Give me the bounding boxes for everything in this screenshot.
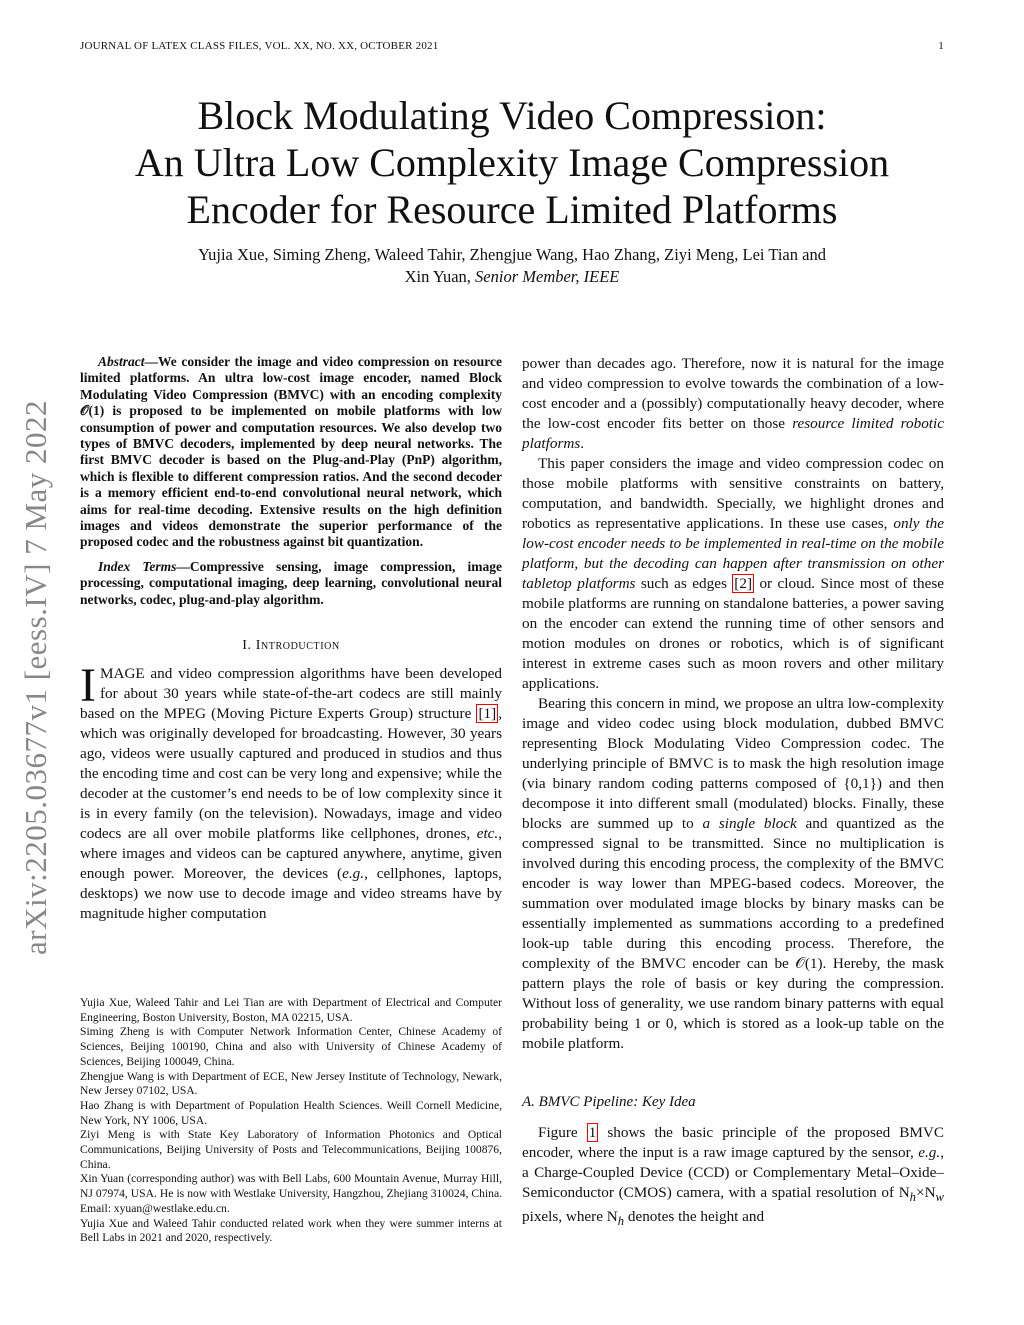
para2-text-c: or cloud. Since most of these mobile platforms are running on standalone batteries, a power saving on the encoder can extend the running time of other sensors and motion modules on drones or robotics, which is of significant interest in extreme cases such as moon rovers and other military applications. (522, 575, 944, 692)
intro-etc: etc. (476, 825, 499, 843)
right-paragraph-1 (522, 354, 944, 454)
index-terms-label: Index Terms (98, 558, 177, 574)
abstract-label: Abstract (98, 354, 145, 369)
figure-link-1[interactable]: 1 (588, 1124, 597, 1141)
math-sub-w: w (935, 1190, 944, 1205)
author-list (100, 244, 924, 288)
paper-title (80, 92, 944, 233)
right-paragraph-3 (522, 694, 944, 1054)
affiliation-footnotes (80, 996, 502, 1246)
intro-text-a: MAGE and video compression algorithms have been developed for about 30 years while state-of-the-art codecs are still mainly based on the MPEG (Moving Picture Experts Group) structure (80, 665, 502, 723)
para2-text: This paper considers the image and video compression codec on those mobile platforms with sensitive constraints on battery, computation, and bandwidth. Specially, we highlight drones and robotics as representative applications. In these use cases, (522, 455, 944, 532)
title-line-3: Encoder for Resource Limited Platforms (186, 187, 838, 232)
subsection-heading: A. BMVC Pipeline: Key Idea (522, 1094, 696, 1110)
index-terms (80, 559, 502, 608)
footnote: Zhengjue Wang is with Department of ECE, New Jersey Institute of Technology, Newark, New Jersey 07102, USA. (80, 1069, 502, 1098)
para4-text: Figure (538, 1124, 587, 1141)
math-times: ×N (916, 1184, 936, 1201)
abstract (80, 354, 502, 551)
section-title: Introduction (255, 638, 340, 654)
index-terms-text: —Compressive sensing, image compression, image processing, computational imaging, deep learning, convolutional neural networks, codec, plug-and-play algorithm. (80, 558, 502, 607)
math-sub-h: h (909, 1190, 916, 1205)
authors-line-2 (100, 266, 924, 288)
citation-link-1[interactable]: [1] (478, 705, 497, 723)
intro-text-c: , where images and videos can be captured anywhere, anytime, given enough power. Moreover, the devices ( (80, 825, 502, 883)
para4-eg: e.g. (918, 1144, 941, 1161)
footnote: Yujia Xue, Waleed Tahir and Lei Tian are with Department of Electrical and Computer Engineering, Boston University, Boston, MA 02215, USA. (80, 996, 502, 1024)
para1-text: power than decades ago. Therefore, now it is natural for the image and video compression to evolve towards the combination of a low-cost encoder and a (possibly) computationally heavy decoder, where the low-cost encoder fits better on those (522, 355, 944, 432)
drop-cap: I (80, 659, 96, 713)
right-column (522, 354, 944, 1231)
para4-text-e: denotes the height and (624, 1208, 765, 1226)
footnote: Yujia Xue and Waleed Tahir conducted related work when they were summer interns at Bell Labs in 2021 and 2020, respectively. (80, 1216, 502, 1245)
abstract-text: —We consider the image and video compression on resource limited platforms. An ultra low-cost image encoder, named Block Modulating Video Compression (BMVC) with an encoding complexity 𝒪(1) is proposed to be implemented on mobile platforms with low consumption of power and computation resources. We also develop two types of BMVC decoders, implemented by deep neural networks. The first BMVC decoder is based on the Plug-and-Play (PnP) algorithm, which is flexible to different compression ratios. And the second decoder is a memory efficient end-to-end convolutional neural network, which aims for real-time decoding. Extensive results on the high definition images and videos demonstrate the superior performance of the proposed codec and the robustness against bit quantization. (80, 354, 502, 550)
para3-italic: a single block (702, 815, 797, 832)
intro-text-b: , which was originally developed for broadcasting. However, 30 years ago, videos were usually captured and produced in studios and thus the encoding time and cost can be very long and expensive; while the decoder at the customer’s end needs to be of low complexity since it is in every family (on the television). Nowadays, image and video codecs are all over mobile platforms like cellphones, drones, (80, 705, 502, 843)
para4-text-c: , a Charge-Coupled Device (CCD) or Complementary Metal–Oxide–Semiconductor (CMOS) camera, with a spatial resolution of N (522, 1144, 944, 1201)
para3-text: Bearing this concern in mind, we propose an ultra low-complexity image and video codec using block modulation, dubbed BMVC representing Block Modulating Video Compression codec. The underlying principle of BMVC is to mask the high resolution image (via binary random coding patterns composed of {0,1}) and then decompose it into different small (modulated) blocks. Finally, these blocks are summed up to (522, 695, 944, 832)
intro-eg: e.g. (342, 865, 365, 883)
para4-text-b: shows the basic principle of the proposed BMVC encoder, where the input is a raw image captured by the sensor, (522, 1124, 944, 1161)
footnote: Xin Yuan (corresponding author) was with Bell Labs, 600 Mountain Avenue, Murray Hill, NJ 07974, USA. He is now with Westlake University, Hangzhou, Zhejiang 310024, China. Email: xyuan@westlake.edu.cn. (80, 1172, 502, 1215)
authors-line-1: Yujia Xue, Siming Zheng, Waleed Tahir, Zhengjue Wang, Hao Zhang, Ziyi Meng, Lei Tian and (198, 245, 826, 264)
para2-text-b: such as edges (635, 575, 733, 592)
para3-text-b: and quantized as the compressed signal to be transmitted. Since no multiplication is involved during this encoding process, the complexity of the BMVC encoder is way lower than MPEG-based codecs. Moreover, the summation over modulated image blocks by binary masks can be essentially implemented as summations according to a predefined look-up table during this encoding process. Therefore, the complexity of the BMVC encoder can be 𝒪(1). Hereby, the mask pattern plays the role of basis or key during the compression. Without loss of generality, we use random binary patterns with equal probability being 1 or 0, which is stored as a look-up table on the mobile platform. (522, 815, 945, 1052)
para1-italic: resource limited robotic platforms (522, 415, 944, 452)
section-numeral: I. (242, 638, 252, 654)
section-heading-introduction (80, 638, 502, 654)
citation-link-2[interactable]: [2] (734, 575, 753, 592)
author-name-last: Xin Yuan, (404, 267, 471, 286)
right-paragraph-4 (522, 1123, 944, 1231)
intro-text-d: , cellphones, laptops, desktops) we now use to decode image and video streams have by magnitude higher computation (80, 865, 502, 923)
para1-end: . (580, 435, 585, 452)
title-line-2: An Ultra Low Complexity Image Compression (134, 140, 890, 185)
title-line-1: Block Modulating Video Compression: (197, 93, 827, 138)
footnote: Ziyi Meng is with State Key Laboratory of Information Photonics and Optical Communications, Beijing University of Posts and Telecommunications, Beijing 100876, China. (80, 1128, 502, 1171)
math-sub-h2: h (617, 1214, 625, 1229)
para2-italic: only the low-cost encoder needs to be implemented in real-time on the mobile platform, but the decoding can happen after transmission on other tabletop platforms (522, 515, 944, 592)
author-membership: Senior Member, IEEE (475, 267, 620, 286)
right-paragraph-2 (522, 454, 944, 694)
para4-text-d: pixels, where N (522, 1208, 618, 1226)
page-number: 1 (938, 40, 944, 52)
intro-paragraph (80, 659, 502, 924)
left-column (80, 354, 502, 924)
arxiv-stamp[interactable]: arXiv:2205.03677v1 [eess.IV] 7 May 2022 (18, 399, 53, 955)
footnote: Siming Zheng is with Computer Network Information Center, Chinese Academy of Sciences, Beijing 100190, China and also with University of Chinese Academy of Sciences, Beijing 100049, China. (80, 1025, 502, 1068)
footnote: Hao Zhang is with Department of Population Health Sciences. Weill Cornell Medicine, New York, NY 1006, USA. (80, 1098, 502, 1127)
journal-name: JOURNAL OF LATEX CLASS FILES, VOL. XX, NO. XX, OCTOBER 2021 (80, 40, 439, 52)
